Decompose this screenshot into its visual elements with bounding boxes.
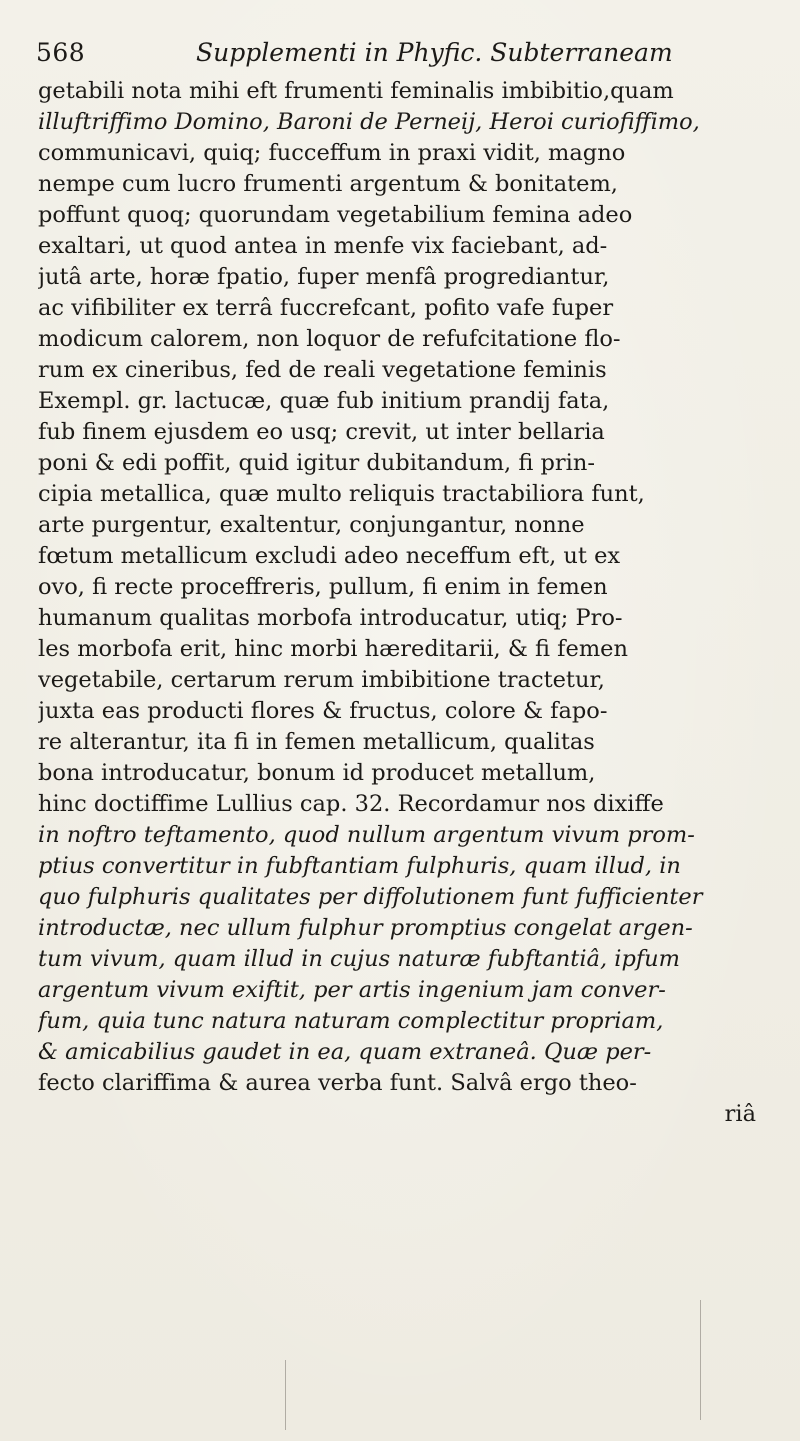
running-head: Supplementi in Phyfic. Subterraneam xyxy=(196,38,673,67)
text-line: ac vifibiliter ex terrâ fuccrefcant, pofito vafe fuper xyxy=(38,295,614,321)
text-line: juxta eas producti flores & fructus, colore & fapo- xyxy=(38,698,608,724)
text-line: vegetabile, certarum rerum imbibitione tractetur, xyxy=(38,667,605,693)
text-line: hinc doctiffime Lullius cap. 32. Recordamur nos dixiffe xyxy=(38,791,664,817)
text-line: ptius convertitur in fubftantiam fulphuris, quam illud, in xyxy=(38,853,681,879)
text-line: in noftro teftamento, quod nullum argentum vivum prom- xyxy=(38,822,695,848)
text-line: rum ex cineribus, fed de reali vegetatione feminis xyxy=(38,357,607,383)
text-line: fœtum metallicum excludi adeo neceffum eft, ut ex xyxy=(38,543,621,569)
text-line: jutâ arte, horæ fpatio, fuper menfâ progrediantur, xyxy=(38,264,610,290)
text-line: getabili nota mihi eft frumenti feminalis imbibitio,quam xyxy=(38,78,674,104)
text-line: les morbofa erit, hinc morbi hæreditarii, & fi femen xyxy=(38,636,628,662)
paper-crease xyxy=(285,1360,286,1430)
text-line: arte purgentur, exaltentur, conjungantur, nonne xyxy=(38,512,585,538)
text-line: fub finem ejusdem eo usq; crevit, ut inter bellaria xyxy=(38,419,605,445)
text-line: poffunt quoq; quorundam vegetabilium femina adeo xyxy=(38,202,633,228)
text-line: humanum qualitas morbofa introducatur, utiq; Pro- xyxy=(38,605,623,631)
text-line: introductæ, nec ullum fulphur promptius congelat argen- xyxy=(38,915,693,941)
text-line: cipia metallica, quæ multo reliquis tractabiliora funt, xyxy=(38,481,645,507)
catchword: riâ xyxy=(724,1101,756,1127)
page-header xyxy=(36,38,766,78)
text-line: poni & edi poffit, quid igitur dubitandum, fi prin- xyxy=(38,450,595,476)
text-line: illuftriffimo Domino, Baroni de Perneij, Heroi curiofiffimo, xyxy=(38,109,700,135)
text-line: exaltari, ut quod antea in menfe vix faciebant, ad- xyxy=(38,233,608,259)
text-line: modicum calorem, non loquor de refufcitatione flo- xyxy=(38,326,621,352)
text-line: bona introducatur, bonum id producet metallum, xyxy=(38,760,596,786)
text-line: tum vivum, quam illud in cujus naturæ fubftantiâ, ipfum xyxy=(38,946,680,972)
text-line: & amicabilius gaudet in ea, quam extraneâ. Quæ per- xyxy=(38,1039,652,1065)
text-line: Exempl. gr. lactucæ, quæ fub initium prandij fata, xyxy=(38,388,610,414)
body-text xyxy=(38,76,800,1130)
page-number: 568 xyxy=(36,38,86,67)
text-line: quo fulphuris qualitates per diffolutionem funt fufficienter xyxy=(38,884,703,910)
text-line: ovo, fi recte proceffreris, pullum, fi enim in femen xyxy=(38,574,608,600)
paper-crease xyxy=(700,1300,701,1420)
text-line: fum, quia tunc natura naturam complectitur propriam, xyxy=(38,1008,664,1034)
text-line: communicavi, quiq; fucceffum in praxi vidit, magno xyxy=(38,140,626,166)
text-line: nempe cum lucro frumenti argentum & bonitatem, xyxy=(38,171,618,197)
text-line: re alterantur, ita fi in femen metallicum, qualitas xyxy=(38,729,595,755)
text-line: fecto clariffima & aurea verba funt. Salvâ ergo theo- xyxy=(38,1070,637,1096)
text-line: argentum vivum exiftit, per artis ingenium jam conver- xyxy=(38,977,666,1003)
